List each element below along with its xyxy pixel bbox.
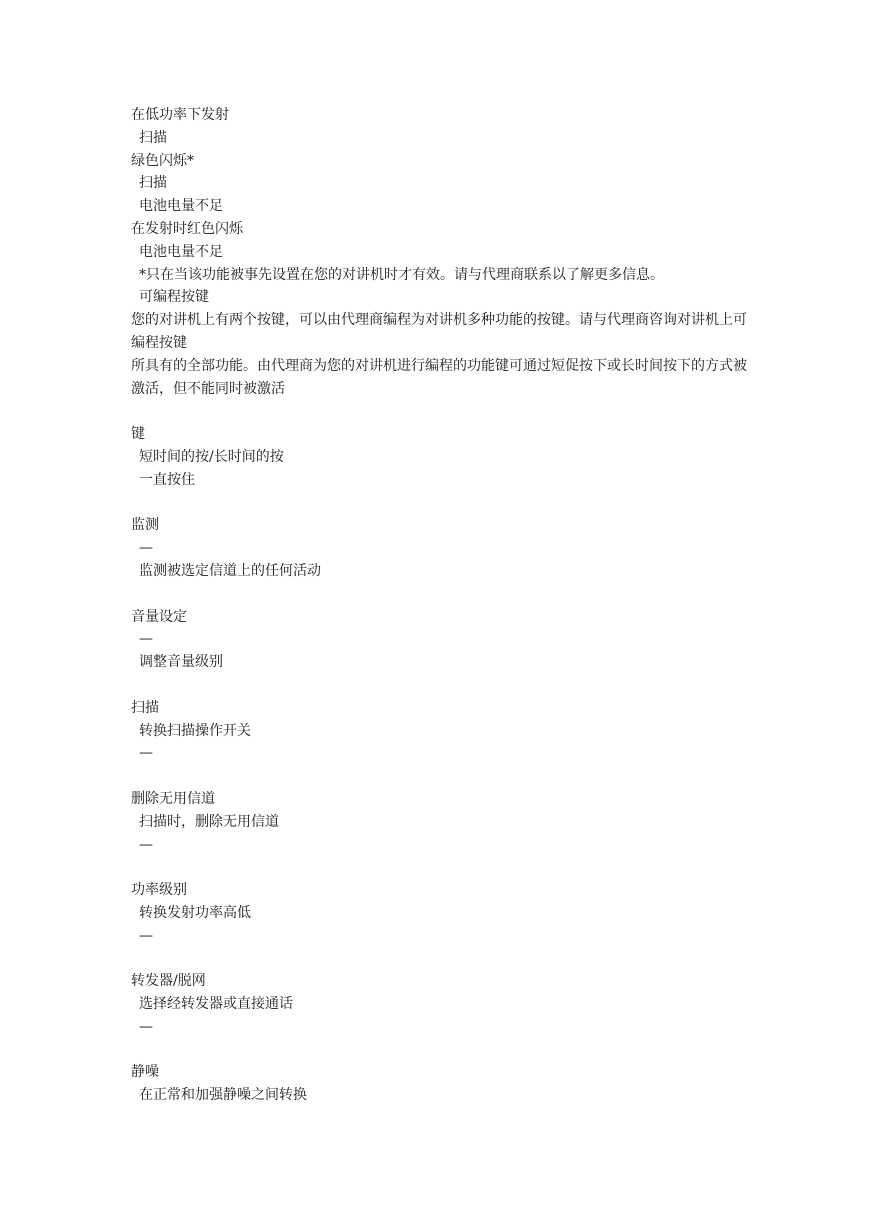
function-short-long: — [139,631,153,648]
spacer [131,674,751,697]
table-header-key: 键 [131,426,145,443]
intro-line: 电池电量不足 [139,198,223,215]
function-hold: 调整音量级别 [139,654,223,671]
function-name: 转发器/脱网 [131,973,206,990]
function-hold: — [139,927,153,944]
function-hold: — [139,1018,153,1035]
paragraph: 所具有的全部功能。由代理商为您的对讲机进行编程的功能键可通过短促按下或长时间按下的方式被激活，但不能同时被激活 [131,357,747,397]
function-name: 音量设定 [131,608,187,625]
intro-line: 电池电量不足 [139,243,223,260]
spacer [131,856,751,879]
function-short-long: 转换发射功率高低 [139,904,251,921]
table-header-short-long: 短时间的按/长时间的按 [139,448,284,465]
document-page [131,104,751,1107]
spacer [131,583,751,606]
spacer [131,1039,751,1062]
function-name: 功率级别 [131,882,187,899]
function-hold: — [139,836,153,853]
function-name: 删除无用信道 [131,790,215,807]
function-short-long: 选择经转发器或直接通话 [139,996,293,1013]
intro-line: 在低功率下发射 [131,107,229,123]
function-name: 扫描 [131,699,159,716]
intro-line: 扫描 [139,175,167,192]
function-hold: 监测被选定信道上的任何活动 [139,562,321,579]
function-short-long: 转换扫描操作开关 [139,722,251,739]
paragraph: 您的对讲机上有两个按键，可以由代理商编程为对讲机多种功能的按键。请与代理商咨询对讲机上可编程按键 [131,312,747,351]
function-name: 监测 [131,517,159,534]
footnote: *只在当该功能被事先设置在您的对讲机时才有效。请与代理商联系以了解更多信息。 [139,266,664,283]
spacer [131,400,751,423]
function-hold: — [139,745,153,762]
intro-line: 绿色闪烁* [131,152,194,169]
section-heading: 可编程按键 [139,289,209,306]
spacer [131,947,751,970]
function-short-long: 扫描时，删除无用信道 [139,813,279,830]
spacer [131,492,751,515]
intro-line: 扫描 [139,129,167,146]
function-name: 静噪 [131,1064,159,1081]
function-short-long: 在正常和加强静噪之间转换 [139,1087,307,1104]
intro-line: 在发射时红色闪烁 [131,220,243,237]
key-table [131,423,751,1107]
function-short-long: — [139,540,153,557]
spacer [131,765,751,788]
table-header-hold: 一直按住 [139,471,195,488]
